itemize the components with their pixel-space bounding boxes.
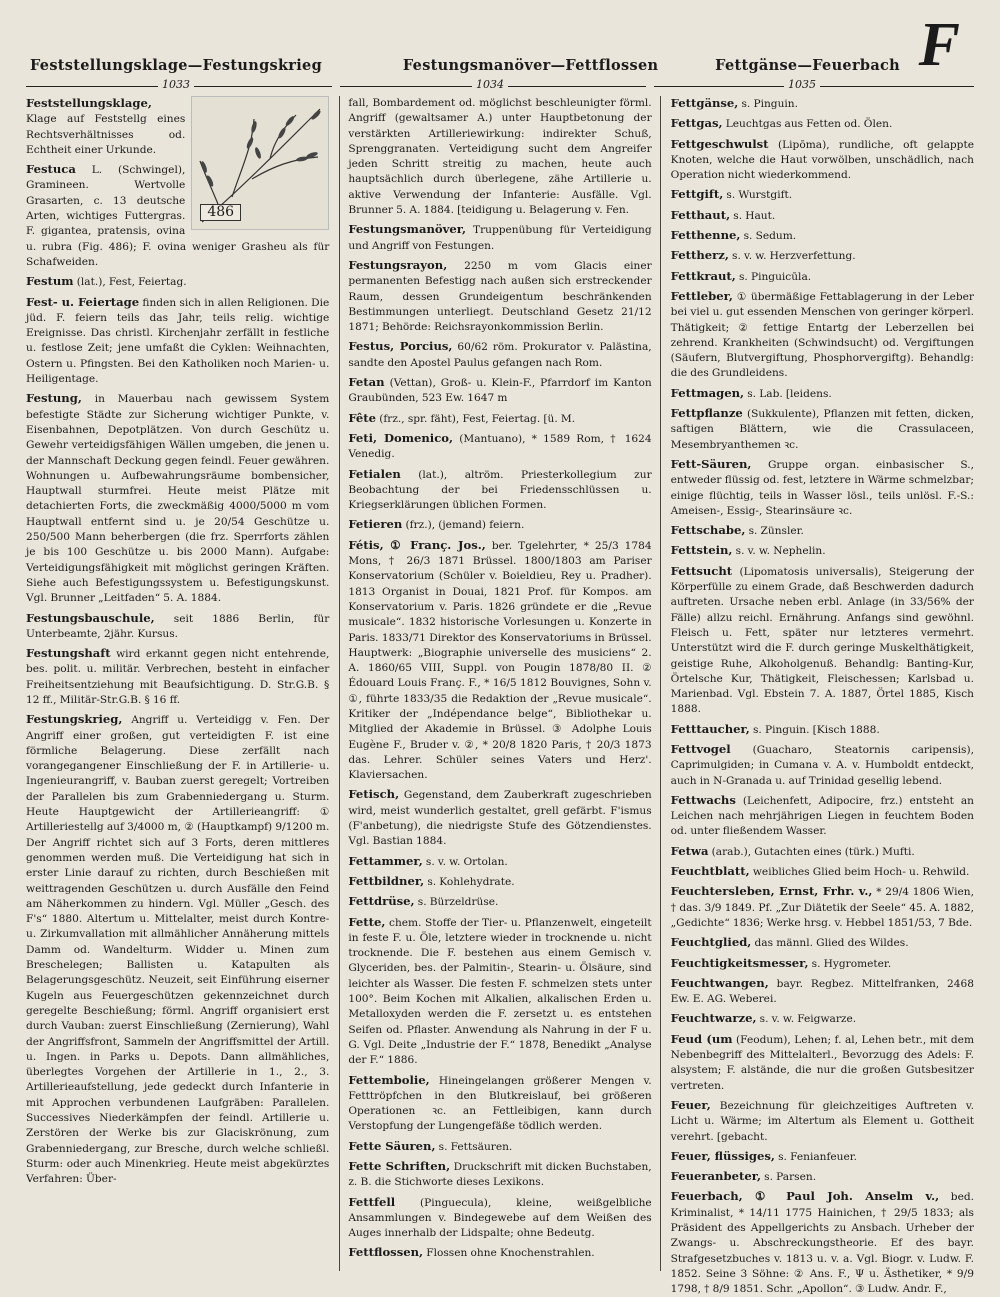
dictionary-entry (671, 228, 974, 244)
dictionary-entry (348, 1195, 651, 1242)
figure-number: 486 (200, 204, 241, 221)
entry-text: s. Kohlehydrate. (427, 875, 515, 888)
dictionary-entry (348, 854, 651, 870)
column-right (670, 96, 974, 1296)
dictionary-entry (671, 1011, 974, 1027)
entry-headword: Fettpflanze (670, 406, 743, 421)
entry-text: * 29/4 1806 Wien, † das. 3/9 1849. Pf. „Zur Diätetik der Seele“ 45. A. 1882, „Gedichte“ 1836; Werke hrsg. v. Hebbel 1851/53, 7 Bde. (670, 886, 974, 929)
dictionary-entry (671, 137, 974, 184)
dictionary-entry (671, 976, 974, 1008)
entry-text: (Guacharo, Steatornis caripensis), Caprimulgiden; in Cumana v. A. v. Humboldt entdeckt, auch in N-Granada u. auf Trinidad gesellig lebend. (670, 743, 974, 787)
entry-headword: Fettgeschwulst (670, 136, 769, 151)
entry-text: s. Parsen. (764, 1171, 817, 1184)
entry-text: (Leichenfett, Adipocire, frz.) entsteht an Leichen nach mehrjährigen Liegen in feuchtem Boden od. unter fließendem Wasser. (670, 794, 974, 838)
dictionary-entry (348, 915, 651, 1069)
dictionary-entry (671, 248, 974, 264)
dictionary-entry (348, 411, 651, 427)
entry-text: 2250 m vom Glacis einer permanenten Befestigg nach außen sich erstreckender Raum, dessen Grundeigentum beschränkenden Bestimmungen unterliegt. Deutschland Gesetz 21/12 1871; Behörde: Reichsrayonkommission Berlin. (348, 259, 652, 334)
entry-headword: Fétis, ① Franç. Jos., (348, 537, 486, 552)
dictionary-entry (671, 884, 974, 931)
entry-headword: Fettammer, (348, 853, 423, 868)
entry-text: Gegenstand, dem Zauberkraft zugeschrieben wird, meist wunderlich gestaltet, grell gefärbt. F'ismus (F'anbetung), die niedrigste Stufe des Götzendienstes. Vgl. Bastian 1884. (348, 789, 652, 848)
entry-text: finden sich in allen Religionen. Die jüd. F. feiern teils das Jahr, teils relig. wichtige Ereignisse. Das christl. Kirchenjahr zerfällt in festliche u. festlose Zeit; jene umfaßt die Cyklen: Weihnachten, Ostern u. Pfingsten. Bei den Katholiken noch Marien- u. Heiligentage. (26, 296, 330, 386)
entry-text: (Sukkulente), Pflanzen mit fetten, dicken, saftigen Blättern, wie die Crassulaceen, Mesembryanthemen ꝛc. (670, 408, 974, 451)
entry-headword: Fettvogel (670, 741, 731, 756)
entry-text: (frz.), (jemand) feiern. (405, 519, 525, 532)
entry-headword: Feud (um (670, 1031, 733, 1046)
entry-headword: Fetan (348, 375, 385, 390)
entry-headword: Fettherz, (670, 248, 729, 263)
entry-text: Bezeichnung für gleichzeitiges Auftreten v. Licht u. Wärme; im Altertum als Element u. Gottheit verehrt. [gebacht. (670, 1099, 974, 1143)
entry-headword: Fetwa (670, 843, 709, 858)
dictionary-entry (671, 406, 974, 453)
entry-text: seit 1886 Berlin, für Unterbeamte, 2jähr. Kursus. (26, 612, 330, 640)
entry-headword: Fettwachs (670, 792, 736, 807)
entry-text: Flossen ohne Knochenstrahlen. (426, 1247, 595, 1260)
dictionary-entry (26, 646, 329, 708)
entry-headword: Fettgas, (670, 116, 723, 131)
entry-text: das männl. Glied des Wildes. (754, 937, 909, 950)
dictionary-entry (671, 793, 974, 840)
entry-text: in Mauerbau nach gewissem System befestigte Städte zur Sicherung wichtiger Punkte, v. Eisenbahnen, Depotplätzen. Von durch Geschütz u. Gewehr verteidigsfähigen Wällen umgeben, die jenen u. der Mannschaft Deckung gegen feindl. Feuer gewähren. Wohnungen u. Aufbewahrungsräume bombensicher, Hauptwall sturmfrei. Heute meist Plätze mit detachierten Forts, die zweckmäßig 4000/5000 m vom Hauptwall entfernt sind u. je 20/54 Geschütze u. 250/500 Mann beherbergen (die frz. Sperrforts zählen je bis 100 Geschütze u. bis 2000 Mann). Aufgabe: Verteidigungsfähigkeit mit möglichst geringen Kräften. Siehe auch Befestigungssystem u. Befestigungskunst. Vgl. Brunner „Leitfaden“ 5. A. 1884. (26, 393, 330, 605)
dictionary-entry (348, 258, 651, 335)
dictionary-entry (348, 1139, 651, 1155)
page-number-right: 1035 (784, 78, 820, 91)
entry-text: s. v. w. Feigwarze. (759, 1013, 857, 1026)
entry-headword: Feueranbeter, (670, 1169, 761, 1184)
dictionary-entry (671, 564, 974, 718)
entry-text: s. Lab. [leidens. (747, 387, 832, 400)
entry-headword: Fettbildner, (348, 873, 425, 888)
entry-text: 60/62 röm. Prokurator v. Palästina, sandte den Apostel Paulus gefangen nach Rom. (348, 341, 652, 369)
dictionary-entry (348, 431, 651, 463)
entry-headword: Fette Schriften, (348, 1159, 451, 1173)
dictionary-entry (348, 787, 651, 849)
dictionary-entry (348, 222, 651, 254)
entry-text: Hineingelangen größerer Mengen v. Fetttröpfchen in den Blutkreislauf, bei größeren Operationen ꝛc. an Fettleibigen, kann durch Verstopfung der Lungengefäße tödlich werden. (348, 1074, 652, 1133)
entry-headword: Fettembolie, (348, 1072, 430, 1087)
entry-headword: Feti, Domenico, (348, 430, 454, 445)
header-left: Feststellungsklage—Festungskrieg (30, 56, 323, 74)
dictionary-entry (671, 116, 974, 132)
entry-text: Leuchtgas aus Fetten od. Ölen. (725, 118, 893, 131)
entry-text: (Lipōma), rundliche, oft gelappte Knoten, welche die Haut vorwölben, unschädlich, nach Operation nicht wiederkommend. (670, 138, 974, 182)
entry-text: s. v. w. Nephelin. (735, 545, 826, 558)
entry-headword: Fette, (348, 914, 386, 929)
entry-headword: Fetttaucher, (670, 721, 750, 736)
entry-headword: Festungsmanöver, (348, 222, 467, 237)
entry-text: (frz., spr. fäht), Fest, Feiertag. [ü. M. (379, 412, 576, 425)
entry-text: (lat.), altröm. Priesterkollegium zur Beobachtung der bei Friedensschlüssen u. Kriegserklärungen üblichen Formen. (348, 468, 652, 512)
entry-headword: Festung, (26, 391, 82, 406)
dictionary-entry (348, 1245, 651, 1261)
entry-headword: Fettgänse, (670, 96, 739, 110)
dictionary-entry (348, 538, 651, 784)
dictionary-entry (671, 956, 974, 972)
entry-headword: Fetisch, (348, 787, 400, 802)
dictionary-entry (671, 386, 974, 402)
entry-text: chem. Stoffe der Tier- u. Pflanzenwelt, eingeteilt in feste F. u. Öle, letztere wieder in trocknende u. nicht trocknende. Die F. bestehen aus einem Gemisch v. Glyceriden, bes. der Palmitin-, Stearin- u. Ölsäure, sind leichter als Wasser. Die festen F. schmelzen stets unter 100°. Beim Kochen mit Alkalien, alkalischen Erden u. Metalloxyden werden die F. zersetzt u. es entstehen Seifen od. Pflaster. Anwendung als Nahrung in der F u. G. Vgl. Deite „Industrie der F.“ 1878, Benedikt „Analyse der F.“ 1886. (348, 916, 652, 1067)
entry-headword: Feuchtwarze, (670, 1011, 757, 1026)
entry-headword: Feuchtwangen, (670, 975, 769, 990)
dictionary-entry (671, 269, 974, 285)
entry-text: ① übermäßige Fettablagerung in der Leber bei viel u. gut essenden Menschen von geringer körperl. Thätigkeit; ② fettige Entartg der Leberzellen bei zehrend. Krankheiten (Schwindsucht) od. Vergiftungen (Säufern, Blutvergiftung, Phosphorvergiftg). Behandlg: die des Grundleidens. (670, 290, 974, 380)
entry-headword: Fettgift, (670, 187, 724, 202)
dictionary-entry (671, 96, 974, 112)
page-number-center: 1034 (472, 78, 508, 91)
entry-text: Klage auf Feststellg eines Rechtsverhältnisses od. Echtheit einer Urkunde. (26, 113, 186, 156)
entry-headword: Fetieren (348, 517, 403, 532)
entry-headword: Festungsbauschule, (26, 610, 155, 625)
dictionary-entry (348, 894, 651, 910)
entry-headword: Feuerbach, ① Paul Joh. Anselm v., (670, 1189, 940, 1204)
column-left (26, 96, 329, 1271)
dictionary-entry (671, 208, 974, 224)
entry-text: s. Sedum. (743, 230, 797, 243)
running-headers (30, 52, 900, 78)
dictionary-entry (348, 1159, 651, 1191)
dictionary-entry (26, 611, 329, 643)
entry-headword: Feuchtblatt, (670, 864, 750, 879)
entry-text: Truppenübung für Verteidigung und Angriff von Festungen. (348, 224, 652, 252)
entry-headword: Fettleber, (670, 288, 733, 303)
entry-text: L. (Schwingel), Gramineen. Wertvolle Grasarten, c. 13 deutsche Arten, wichtiges Futtergras. F. gigantea, pratensis, ovina u. rubra (Fig. 486); F. ovina weniger Grasheu als für Schafweiden. (26, 164, 330, 268)
entry-text: Angriff u. Verteidigg v. Fen. Der Angriff einer großen, gut verteidigten F. ist eine förmliche Belagerung. Diese zerfällt nach vorangegangener Einschließung der F. in Artillerie- u. Ingenieurangriff, v. Bauban zuerst geregelt; Vortreiben der Parallelen bis zum Grabenniedergang u. Sturm. Heute Hauptgewicht der Artillerieangriff: ① Artilleriestellg auf 3/4000 m, ② (Hauptkampf) 9/1200 m. Der Angriff richtet sich auf 3 Forts, deren mittleres genommen werden muß. Die Verteidigung hat sich in erster Linie darauf zu richten, durch Beschießen mit weittragenden Geschützen u. durch Ausfälle den Feind am Näherkommen zu hindern. Vgl. Müller „Gesch. des F's“ 1880. Altertum u. Mittelalter, meist durch Kontre- u. Zirkumvallation mit allmählicher Annäherung mittels Damm od. Wandelturm. Widder u. Minen zum Breschelegen; Ballisten u. Katapulten als Belagerungsgeschütz. Neuzeit, seit Einführung eiserner Kugeln aus Feuergeschützen gekennzeichnet durch geregelte Beschießung; förml. Angriff organisiert erst durch Vauban: zuerst Einschließung (Zernierung), Wahl der Angriffsfront, Sammeln der Angriffsmittel der Artill. u. Ingen. in Parks u. Depots. Dann allmähliches, überlegtes Vorgehen der Artillerie in 1., 2., 3. Artillerieaufstellung, jede gedeckt durch Infanterie in mit Approchen verbundenen Laufgräben: Parallelen. Successives Niederkämpfen der feindl. Artillerie u. Zerstören der Werke bis zur Glaciskrönung, zum Grabenniedergang, zur Bresche, durch welche schließl. Sturm: oder auch Minenkrieg. Heute meist abgekürztes Verfahren: Über- (26, 714, 330, 1186)
entry-headword: Fettmagen, (670, 385, 745, 400)
dictionary-entry (348, 1073, 651, 1135)
entry-text: (Pinguecula), kleine, weißgelbliche Ansammlungen v. Bindegewebe auf dem Weißen des Auges innerhalb der Lidspalte; ohne Bedeutg. (348, 1196, 652, 1240)
dictionary-entry (671, 864, 974, 880)
dictionary-entry (671, 543, 974, 559)
dictionary-entry (348, 467, 651, 514)
entry-text: s. Pinguicūla. (739, 270, 812, 283)
entry-text: s. Pinguin. (741, 98, 798, 110)
entry-headword: Fett-Säuren, (670, 456, 752, 471)
dictionary-entry (671, 844, 974, 860)
dictionary-entry (348, 339, 651, 371)
entry-headword: Festungshaft (26, 646, 111, 661)
entry-headword: Fettkraut, (670, 268, 736, 283)
entry-text: s. Bürzeldrüse. (417, 896, 499, 909)
entry-headword: Fettflossen, (348, 1245, 424, 1260)
entry-text: bed. Kriminalist, * 14/11 1775 Hainichen, † 29/5 1833; als Präsident des Appellgerichts zu Ansbach. Urheber der Zwangs- u. Abschreckungstheorie. Ef des bayr. Strafgesetzbuches v. 1813 u. v. a. Vgl. Biogr. v. Ludw. F. 1852. Seine 3 Söhne: ② Ans. F., Ψ u. Ästhetiker, * 9/9 1798, † 8/9 1851. Schr. „Apollon“. ③ Ludw. Andr. F., (670, 1191, 974, 1296)
dictionary-entry (671, 935, 974, 951)
dictionary-entry (671, 457, 974, 519)
entry-text: s. Haut. (733, 209, 776, 222)
dictionary-entry (26, 391, 329, 606)
entry-headword: Fetthaut, (670, 207, 731, 222)
entry-text: bayr. Regbez. Mittelfranken, 2468 Ew. E. AG. Weberei. (670, 977, 974, 1006)
dictionary-entry (671, 742, 974, 789)
entry-headword: Feuchtglied, (670, 935, 752, 950)
entry-text: s. v. w. Herzverfettung. (732, 250, 856, 263)
dictionary-entry (348, 517, 651, 533)
entry-headword: Feuer, (670, 1097, 711, 1112)
entry-headword: Fettstein, (670, 543, 733, 558)
entry-text: s. v. w. Ortolan. (425, 855, 508, 868)
entry-text: s. Wurstgift. (726, 189, 793, 202)
entry-headword: Fettsucht (670, 563, 733, 578)
entry-headword: Festungskrieg, (26, 712, 123, 727)
entry-headword: Feuchtersleben, Ernst, Frhr. v., (670, 884, 873, 899)
dictionary-entry (26, 712, 329, 1187)
entry-text: weibliches Glied beim Hoch- u. Rehwild. (752, 866, 970, 879)
header-center: Festungsmanöver—Fettflossen (402, 56, 659, 74)
entry-headword: Fetialen (348, 466, 401, 481)
entry-headword: Festuca (26, 162, 76, 177)
entry-headword: Fette Säuren, (348, 1138, 436, 1153)
entry-headword: Festungsrayon, (348, 257, 448, 272)
dictionary-entry (26, 295, 329, 388)
dictionary-entry (671, 1169, 974, 1185)
text-columns (26, 96, 974, 1296)
entry-text: s. Hygrometer. (811, 957, 892, 970)
entry-headword: Fête (348, 410, 377, 425)
dictionary-entry (26, 274, 329, 290)
entry-text: Gruppe organ. einbasischer S., entweder flüssig od. fest, letztere in Wärme schmelzbar; einige flüchtig, teils in Wasser lösl., teils unlösl. F.-S.: Ameisen-, Essig-, Stearinsäure ꝛc. (670, 458, 974, 517)
entry-headword: Feuchtigkeitsmesser, (670, 955, 809, 970)
entry-text: (Feodum), Lehen; f. al, Lehen betr., mit dem Nebenbegriff des Mittelalterl., Bevorzugg des Adels: F. alsystem; F. alstände, die nur die großen Gutsbesitzer vertreten. (670, 1033, 974, 1092)
entry-headword: Fettschabe, (670, 523, 746, 538)
entry-headword: Fettfell (348, 1194, 396, 1209)
page-number-rules (26, 80, 974, 94)
entry-text: (Mantuano), * 1589 Rom, † 1624 Venedig. (348, 432, 652, 461)
entry-text: wird erkannt gegen nicht entehrende, bes. polit. u. militär. Verbrechen, besteht in einfacher Freiheitsentziehung mit Beaufsichtigung. D. Str.G.B. § 12 ff., Militär-Str.G.B. § 16 ff. (26, 648, 330, 706)
entry-text: s. Fettsäuren. (438, 1140, 513, 1153)
entry-text: s. Pinguin. [Kisch 1888. (752, 723, 880, 736)
dictionary-entry (671, 1189, 974, 1297)
dictionary-entry (671, 1098, 974, 1145)
entry-text: (lat.), Fest, Feiertag. (76, 276, 187, 289)
dictionary-entry (671, 1149, 974, 1165)
festuca-illustration (191, 96, 329, 230)
entry-headword: Feuer, flüssiges, (670, 1148, 775, 1163)
dictionary-entry (671, 187, 974, 203)
dictionary-entry (671, 289, 974, 382)
dictionary-entry (348, 874, 651, 890)
entry-text: (arab.), Gutachten eines (türk.) Mufti. (711, 845, 915, 858)
entry-text: fall, Bombardement od. möglichst beschleunigter förml. Angriff (gewaltsamer A.) unter Hauptbetonung der verstärkten Artilleriewirkung: indirekter Schuß, Sprenggranaten. Verteidigung sucht dem Angreifer jeden Schritt streitig zu machen, heute auch hauptsächlich durch überlegene, zähe Artillerie u. aktive Verwendung der Infanterie: Ausfälle. Vgl. Brunner 5. A. 1884. [teidigung u. Belagerung v. Fen. (348, 97, 652, 217)
column-center (339, 96, 660, 1271)
entry-text: (Vettan), Groß- u. Klein-F., Pfarrdorf im Kanton Graubünden, 523 Ew. 1647 m (348, 377, 652, 405)
entry-headword: Fetthenne, (670, 228, 741, 243)
dictionary-entry (671, 1032, 974, 1094)
entry-text: (Lipomatosis universalis), Steigerung der Körperfülle zu einem Grade, daß Beschwerden dadurch auftreten. Ursache neben erbl. Anlage (in 33/56% der Fälle) allzu reichl. Ernährung. Anfangs sind gewöhnl. Fleisch u. Fett, später nur letzteres vermehrt. Unterstützt wird die F. durch geringe Muskelthätigkeit, geistige Ruhe, Alkoholgenuß. Behandlg: Banting-Kur, Örtelsche Kur, Thätigkeit, Fleischessen; Karlsbad u. Marienbad. Vgl. Ebstein 7. A. 1887, Örtel 1885, Kisch 1888. (670, 565, 974, 716)
section-letter: F (918, 11, 960, 79)
header-right: Fettgänse—Feuerbach (715, 56, 900, 74)
entry-headword: Feststellungsklage, (26, 96, 152, 110)
dictionary-entry (348, 96, 651, 218)
entry-headword: Festus, Porcius, (348, 339, 453, 354)
entry-headword: Fest- u. Feiertage (26, 294, 140, 309)
page-number-left: 1033 (158, 78, 194, 91)
dictionary-entry (671, 523, 974, 539)
entry-headword: Festum (26, 274, 74, 289)
entry-text: ber. Tgelehrter, * 25/3 1784 Mons, † 26/3 1871 Brüssel. 1800/1803 am Pariser Konservatorium (Schüler v. Boieldieu, Rey u. Pradher). 1813 Organist in Douai, 1821 Prof. für Kompos. am Konservatorium v. Paris. 1826 gründete er die „Revue musicale“. 1832 historische Vorlesungen u. Konzerte in Paris. 1833/71 Direktor des Konservatoriums in Brüssel. Hauptwerk: „Biographie universelle des musiciens“ 2. A. 1860/65 VIII, Suppl. von Pougin 1878/80 II. ② Édouard Louis Franç. F., * 16/5 1812 Bouvignes, Sohn v. ①, führte 1833/35 die Redaktion der „Revue musicale“. Kritiker der „Indépendance belge“, Bibliothekar u. Mitglied der Akademie in Brüssel. ③ Adolphe Louis Eugène F., Bruder v. ②, * 20/8 1820 Paris, † 20/3 1873 das. Lehrer. Schüler seines Vaters und Herz'. Klaviersachen. (348, 539, 652, 782)
entry-text: Druckschrift mit dicken Buchstaben, z. B. die Stichworte dieses Lexikons. (348, 1161, 652, 1189)
entry-headword: Fettdrüse, (348, 894, 415, 909)
dictionary-entry (671, 722, 974, 738)
entry-text: s. Fenianfeuer. (778, 1150, 858, 1163)
entry-text: s. Zünsler. (748, 525, 804, 538)
dictionary-entry (348, 375, 651, 407)
